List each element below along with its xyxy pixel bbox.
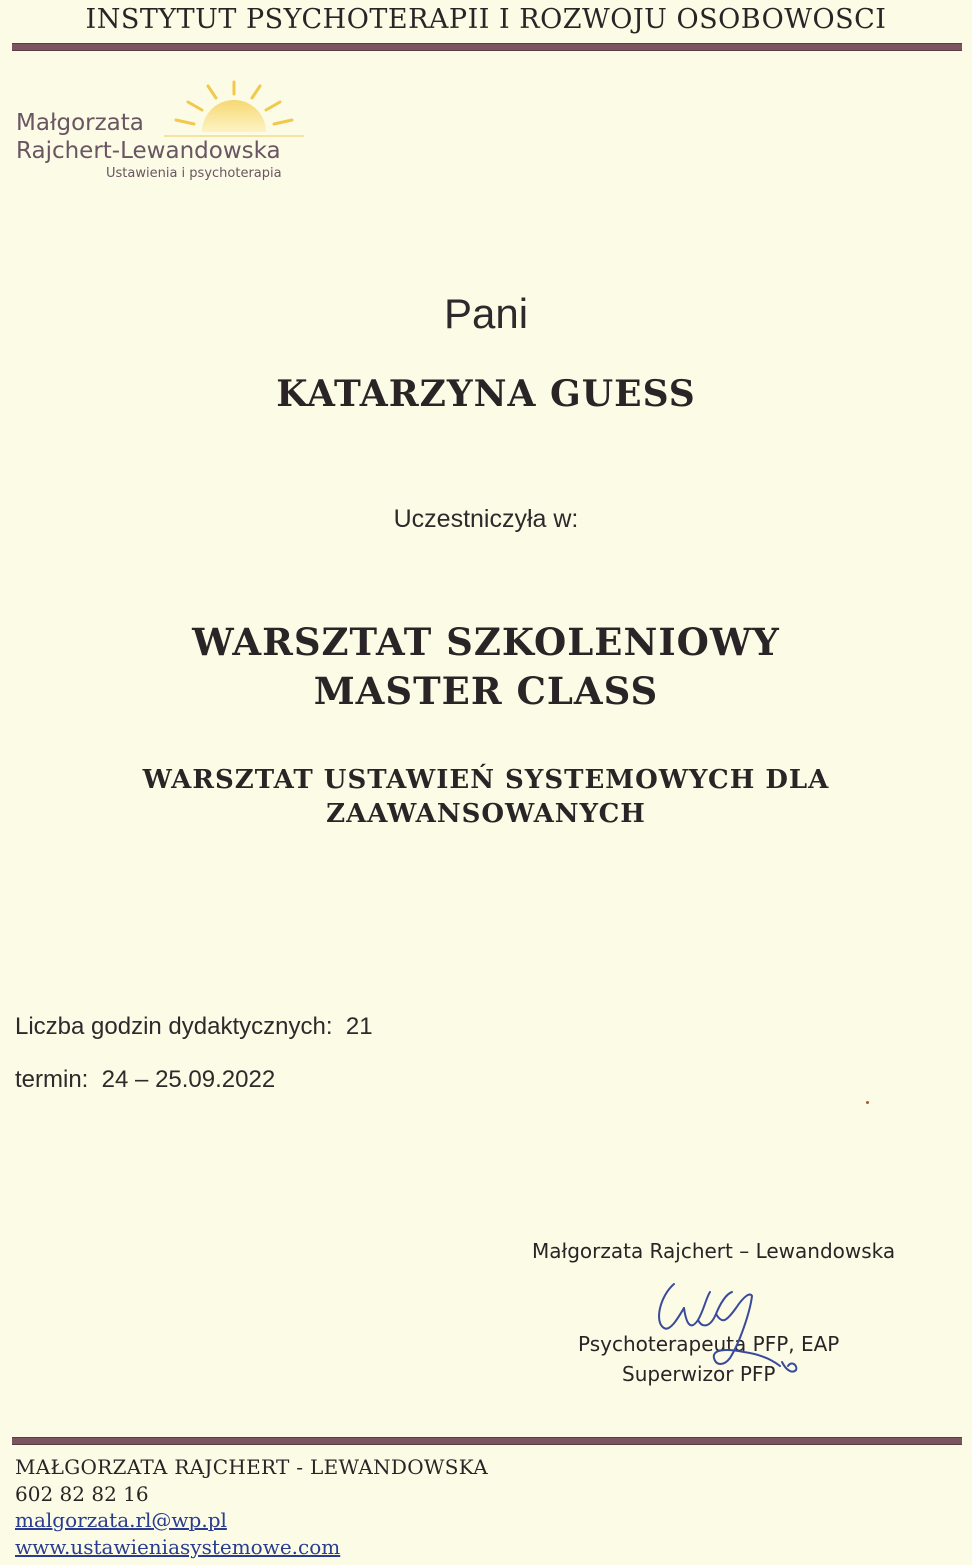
signer-name: Małgorzata Rajchert – Lewandowska: [532, 1239, 896, 1263]
course-subtitle-line-2: ZAAWANSOWANYCH: [326, 799, 646, 829]
logo-last-name: Rajchert-Lewandowska: [16, 138, 281, 164]
course-subtitle-line-1: WARSZTAT USTAWIEŃ SYSTEMOWYCH DLA: [142, 765, 830, 795]
footer-name: MAŁGORZATA RAJCHERT - LEWANDOWSKA: [15, 1455, 488, 1479]
footer-website-link[interactable]: www.ustawieniasystemowe.com: [15, 1535, 341, 1559]
institute-header: INSTYTUT PSYCHOTERAPII I ROZWOJU OSOBOWOSCI: [85, 4, 887, 35]
course-title-line-2: MASTER CLASS: [313, 669, 659, 713]
footer-email-link[interactable]: malgorzata.rl@wp.pl: [15, 1508, 227, 1532]
rising-sun-icon: [164, 80, 304, 140]
paper-speck: [866, 1101, 869, 1104]
signer-supervisor-role: Superwizor PFP: [622, 1362, 776, 1386]
teaching-hours: Liczba godzin dydaktycznych: 21: [15, 1013, 373, 1040]
logo-tagline: Ustawienia i psychoterapia: [106, 166, 282, 181]
recipient-name: KATARZYNA GUESS: [276, 373, 696, 415]
course-term: termin: 24 – 25.09.2022: [15, 1066, 276, 1093]
logo: [14, 80, 314, 190]
course-title-line-1: WARSZTAT SZKOLENIOWY: [192, 620, 780, 664]
participation-text: Uczestniczyła w:: [393, 505, 579, 533]
handwritten-signature: [640, 1262, 810, 1392]
signer-role: Psychoterapeuta PFP, EAP: [578, 1332, 840, 1356]
header-divider: [12, 43, 962, 51]
footer-divider: [12, 1437, 962, 1445]
logo-first-name: Małgorzata: [16, 110, 144, 136]
salutation: Pani: [443, 290, 529, 337]
footer-phone: 602 82 82 16: [15, 1482, 149, 1506]
